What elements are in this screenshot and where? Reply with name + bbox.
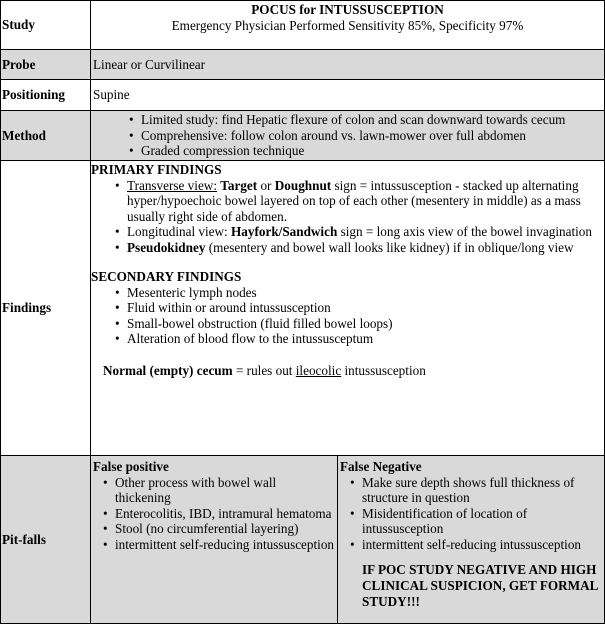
hayfork-term: Hayfork/Sandwich	[231, 224, 338, 239]
pitfalls-cell	[91, 456, 605, 624]
false-positive-cell	[91, 456, 338, 623]
false-negative-list	[340, 475, 602, 553]
secondary-list	[91, 285, 604, 347]
false-negative-item: • Make sure depth shows full thickness of structure in question	[348, 475, 602, 506]
primary-item-transverse	[113, 178, 604, 225]
method-label: Method	[1, 111, 91, 161]
false-negative-cell	[338, 456, 605, 623]
probe-value: Linear or Curvilinear	[91, 50, 605, 80]
false-positive-list	[93, 475, 335, 553]
false-positive-item: • Stool (no circumferential layering)	[101, 521, 335, 537]
method-cell	[91, 111, 605, 161]
pitfalls-inner-table	[91, 456, 604, 623]
ileocolic-term: ileocolic	[295, 362, 342, 378]
pseudokidney-term: Pseudokidney	[127, 239, 206, 255]
study-label: Study	[1, 1, 91, 50]
transverse-label: Transverse view:	[127, 177, 217, 193]
findings-label: Findings	[1, 161, 91, 456]
primary-item-pseudokidney	[113, 240, 604, 256]
probe-label: Probe	[1, 50, 91, 80]
primary-list	[91, 178, 604, 256]
false-positive-heading: False positive	[93, 459, 169, 474]
pitfalls-label: Pit-falls	[1, 456, 91, 624]
primary-item-longitudinal	[113, 224, 604, 240]
doughnut-term: Doughnut	[274, 177, 332, 193]
positioning-label: Positioning	[1, 80, 91, 111]
target-term: Target	[220, 177, 258, 193]
intussusception-text: intussusception	[344, 362, 426, 378]
findings-cell	[91, 161, 605, 456]
false-positive-item: • Enterocolitis, IBD, intramural hematoma	[101, 506, 335, 522]
secondary-heading: SECONDARY FINDINGS	[91, 269, 242, 284]
rules-out-text: = rules out	[235, 362, 293, 378]
method-item: • Limited study: find Hepatic flexure of colon and scan downward towards cecum	[127, 112, 604, 128]
primary-heading: PRIMARY FINDINGS	[91, 162, 222, 177]
normal-cecum-note	[91, 363, 604, 379]
secondary-item: • Alteration of blood flow to the intussusceptum	[113, 331, 604, 347]
secondary-item: • Mesenteric lymph nodes	[113, 285, 604, 301]
false-positive-item: • Other process with bowel wall thickening	[101, 475, 335, 506]
method-item: • Graded compression technique	[127, 143, 604, 159]
longitudinal-label: Longitudinal view:	[127, 224, 228, 239]
positioning-value: Supine	[91, 80, 605, 111]
formal-study-warning: IF POC STUDY NEGATIVE AND HIGH CLINICAL SUSPICION, GET FORMAL STUDY!!!	[362, 562, 598, 609]
false-negative-item: • intermittent self-reducing intussusception	[348, 537, 602, 553]
method-list	[91, 112, 604, 159]
study-subtitle: Emergency Physician Performed Sensitivity 85%, Specificity 97%	[171, 17, 524, 33]
false-negative-item: • Misidentification of location of intussusception	[348, 506, 602, 537]
transverse-desc: sign = intussusception - stacked up alternating hyper/hypoechoic bowel layered on top of each other (mesentery in middle) as a mass usually right side of abdomen.	[127, 177, 581, 224]
normal-cecum-term: Normal (empty) cecum	[103, 362, 233, 378]
false-negative-heading: False Negative	[340, 459, 422, 474]
or-text: or	[260, 177, 272, 193]
longitudinal-desc: sign = long axis view of the bowel invagination	[340, 224, 592, 239]
false-positive-item: • intermittent self-reducing intussusception	[101, 537, 335, 553]
study-title: POCUS for INTUSSUSCEPTION	[251, 2, 444, 17]
study-cell	[91, 1, 605, 50]
secondary-item: • Fluid within or around intussusception	[113, 300, 604, 316]
secondary-item: • Small-bowel obstruction (fluid filled bowel loops)	[113, 316, 604, 332]
pseudokidney-desc: (mesentery and bowel wall looks like kidney) if in oblique/long view	[208, 239, 574, 255]
method-item: • Comprehensive: follow colon around vs. lawn-mower over full abdomen	[127, 128, 604, 144]
